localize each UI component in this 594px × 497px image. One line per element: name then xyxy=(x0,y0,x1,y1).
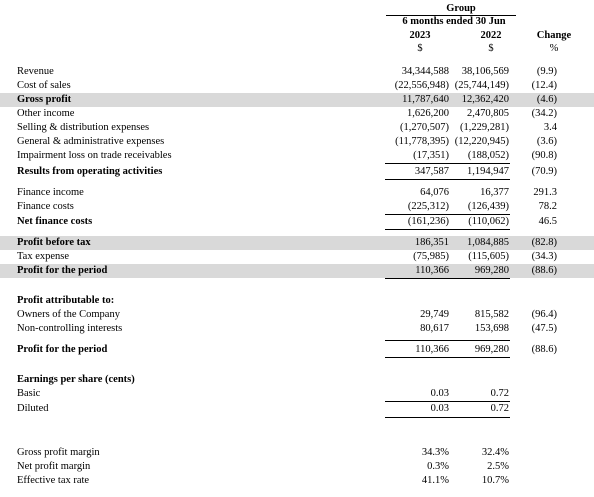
row-label: Basic xyxy=(17,388,41,399)
table-row xyxy=(0,135,594,149)
period-heading: 6 months ended 30 Jun xyxy=(402,16,506,27)
table-row xyxy=(0,121,594,135)
value-2023: 110,366 xyxy=(415,344,449,355)
table-row xyxy=(0,107,594,121)
value-2023: 41.1% xyxy=(421,475,449,486)
value-2022: 815,582 xyxy=(474,309,509,320)
row-label: Other income xyxy=(17,108,75,119)
table-row xyxy=(0,343,594,357)
value-2022: (25,744,149) xyxy=(454,80,509,91)
table-row xyxy=(0,387,594,401)
value-2022: (12,220,945) xyxy=(454,136,509,147)
table-row xyxy=(0,250,594,264)
value-2023: (225,312) xyxy=(407,201,449,212)
year-2022-heading: 2022 xyxy=(480,30,502,41)
section-heading xyxy=(0,373,594,387)
row-label: Results from operating activities xyxy=(17,166,163,177)
unit-change: % xyxy=(549,43,559,54)
unit-2023: $ xyxy=(417,43,423,54)
row-label: Profit attributable to: xyxy=(17,295,115,306)
change-value: 291.3 xyxy=(533,187,557,198)
total-rule xyxy=(385,417,510,418)
row-label: Profit before tax xyxy=(17,237,91,248)
table-row xyxy=(0,149,594,163)
table-row xyxy=(0,215,594,229)
row-label: Impairment loss on trade receivables xyxy=(17,150,172,161)
value-2023: 0.3% xyxy=(427,461,449,472)
row-label: Revenue xyxy=(17,66,54,77)
subtotal-rule xyxy=(385,340,510,341)
value-2022: (110,062) xyxy=(468,216,509,227)
value-2022: 2.5% xyxy=(487,461,509,472)
row-label: Selling & distribution expenses xyxy=(17,122,150,133)
value-2023: 80,617 xyxy=(420,323,449,334)
value-2022: (115,605) xyxy=(468,251,509,262)
value-2022: 0.72 xyxy=(490,403,509,414)
total-rule xyxy=(385,229,510,230)
change-value: (34.3) xyxy=(531,251,557,262)
change-value: (90.8) xyxy=(531,150,557,161)
value-2023: (17,351) xyxy=(413,150,449,161)
row-label: Earnings per share (cents) xyxy=(17,374,135,385)
table-row xyxy=(0,322,594,336)
value-2023: 110,366 xyxy=(415,265,449,276)
value-2023: (1,270,507) xyxy=(400,122,449,133)
table-row xyxy=(0,264,594,278)
value-2022: 16,377 xyxy=(480,187,509,198)
table-row xyxy=(0,79,594,93)
value-2023: 1,626,200 xyxy=(407,108,449,119)
table-row xyxy=(0,236,594,250)
value-2023: (75,985) xyxy=(413,251,449,262)
change-heading: Change xyxy=(536,30,572,41)
value-2022: 12,362,420 xyxy=(461,94,509,105)
value-2022: 0.72 xyxy=(490,388,509,399)
table-row xyxy=(0,65,594,79)
section-heading xyxy=(0,294,594,308)
value-2022: (1,229,281) xyxy=(460,122,509,133)
table-row xyxy=(0,186,594,200)
value-2023: 347,587 xyxy=(414,166,449,177)
row-label: Net profit margin xyxy=(17,461,91,472)
change-value: (96.4) xyxy=(531,309,557,320)
table-row xyxy=(0,200,594,214)
value-2023: 186,351 xyxy=(414,237,449,248)
value-2022: 1,194,947 xyxy=(467,166,509,177)
row-label: Finance income xyxy=(17,187,84,198)
total-rule xyxy=(385,357,510,358)
change-value: 46.5 xyxy=(538,216,557,227)
change-value: (88.6) xyxy=(531,344,557,355)
row-label: Cost of sales xyxy=(17,80,71,91)
value-2023: (161,236) xyxy=(407,216,449,227)
table-row xyxy=(0,402,594,416)
value-2022: 1,084,885 xyxy=(467,237,509,248)
value-2022: 969,280 xyxy=(474,265,509,276)
change-value: (9.9) xyxy=(536,66,557,77)
table-row xyxy=(0,93,594,107)
value-2022: 38,106,569 xyxy=(461,66,509,77)
value-2023: 29,749 xyxy=(420,309,449,320)
value-2023: 64,076 xyxy=(420,187,449,198)
value-2023: (22,556,948) xyxy=(394,80,449,91)
row-label: Non-controlling interests xyxy=(17,323,123,334)
row-label: Finance costs xyxy=(17,201,74,212)
total-rule xyxy=(385,278,510,279)
value-2022: 153,698 xyxy=(474,323,509,334)
table-row xyxy=(0,446,594,460)
row-label: Gross profit margin xyxy=(17,447,100,458)
total-rule xyxy=(385,179,510,180)
change-value: 78.2 xyxy=(538,201,557,212)
change-value: (47.5) xyxy=(531,323,557,334)
change-value: (12.4) xyxy=(531,80,557,91)
change-value: (3.6) xyxy=(536,136,557,147)
row-label: Profit for the period xyxy=(17,265,108,276)
row-label: Profit for the period xyxy=(17,344,108,355)
row-label: Tax expense xyxy=(17,251,70,262)
value-2022: (126,439) xyxy=(467,201,509,212)
value-2023: 11,787,640 xyxy=(402,94,449,105)
change-value: (88.6) xyxy=(531,265,557,276)
row-label: Diluted xyxy=(17,403,49,414)
table-row xyxy=(0,308,594,322)
table-row xyxy=(0,474,594,488)
value-2022: 10.7% xyxy=(481,475,509,486)
row-label: Effective tax rate xyxy=(17,475,90,486)
unit-2022: $ xyxy=(488,43,494,54)
row-label: General & administrative expenses xyxy=(17,136,165,147)
change-value: (70.9) xyxy=(531,166,557,177)
year-2023-heading: 2023 xyxy=(409,30,431,41)
change-value: (4.6) xyxy=(536,94,557,105)
value-2023: (11,778,395) xyxy=(395,136,449,147)
change-value: (82.8) xyxy=(531,237,557,248)
row-label: Gross profit xyxy=(17,94,72,105)
row-label: Owners of the Company xyxy=(17,309,120,320)
value-2022: (188,052) xyxy=(467,150,509,161)
change-value: 3.4 xyxy=(543,122,557,133)
value-2023: 34.3% xyxy=(421,447,449,458)
value-2023: 0.03 xyxy=(430,388,449,399)
group-heading: Group xyxy=(446,3,476,14)
value-2022: 2,470,805 xyxy=(467,108,509,119)
table-row xyxy=(0,460,594,474)
subtotal-rule xyxy=(385,163,510,164)
table-row xyxy=(0,165,594,179)
value-2023: 0.03 xyxy=(430,403,449,414)
value-2022: 969,280 xyxy=(474,344,509,355)
change-value: (34.2) xyxy=(531,108,557,119)
value-2023: 34,344,588 xyxy=(401,66,449,77)
row-label: Net finance costs xyxy=(17,216,93,227)
value-2022: 32.4% xyxy=(481,447,509,458)
